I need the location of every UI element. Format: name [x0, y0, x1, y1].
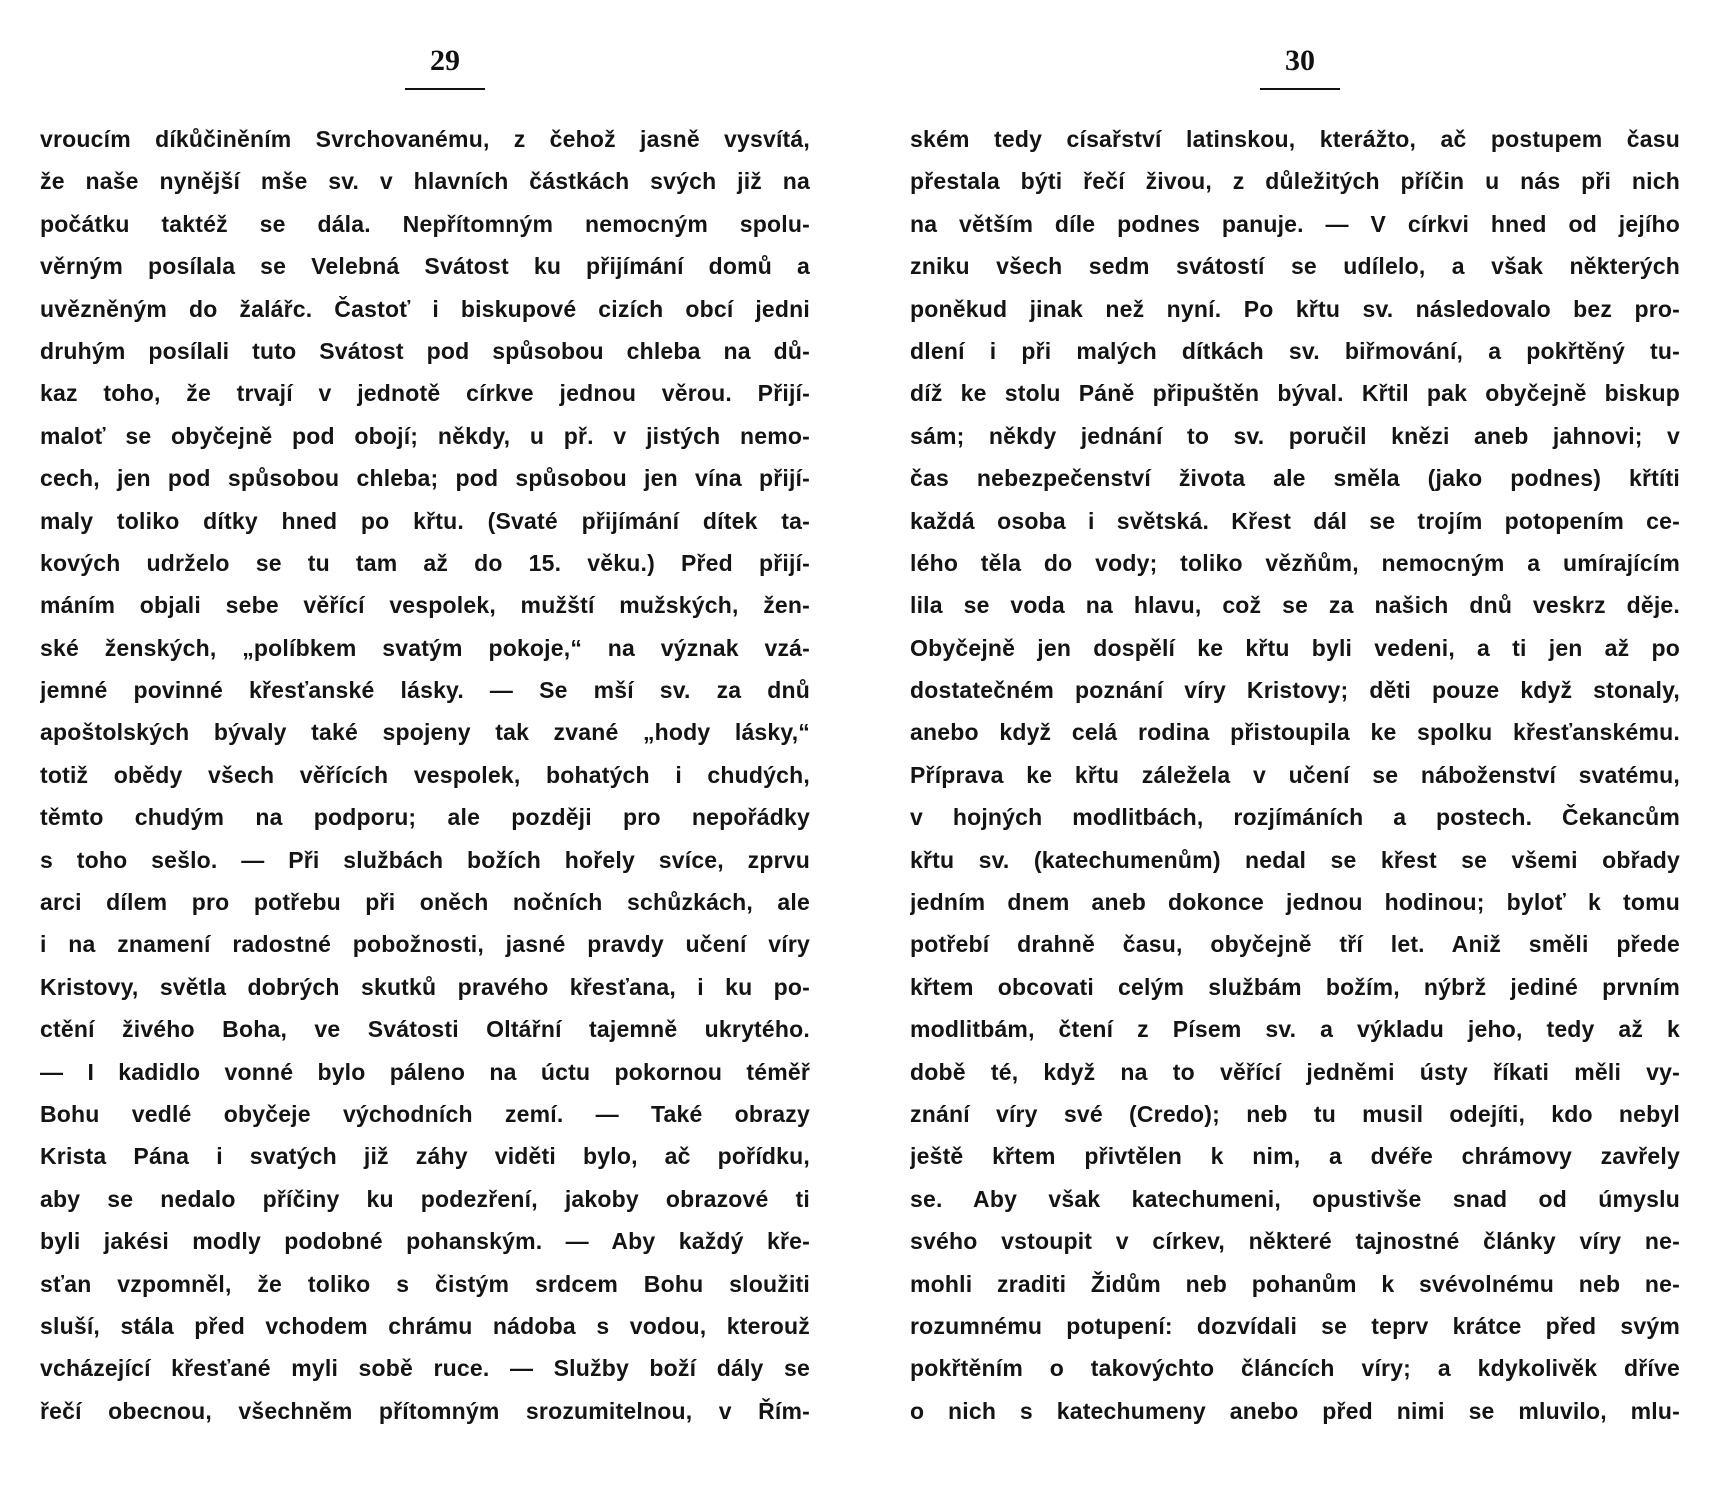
text-line: v hojných modlitbách, rozjímáních a postech. Čekancům	[910, 804, 1680, 831]
text-line: se. Aby však katechumeni, opustivše snad od úmyslu	[910, 1185, 1680, 1212]
text-line: řečí obecnou, všechněm přítomným srozumitelnou, v Řím-	[40, 1397, 810, 1424]
left-page-header	[30, 44, 810, 104]
text-line: poněkud jinak než nyní. Po křtu sv. následovalo bez pro-	[910, 295, 1680, 322]
text-line: o nich s katechumeny anebo před nimi se mluvilo, mlu-	[910, 1397, 1680, 1424]
text-line: čas nebezpečenství života ale směla (jako podnes) křtíti	[910, 465, 1680, 492]
text-line: Bohu vedlé obyčeje východních zemí. — Také obrazy	[40, 1100, 810, 1127]
text-line: pokřtěním o takovýchto článcích víry; a kdykolivěk dříve	[910, 1355, 1680, 1382]
text-line: každá osoba i světská. Křest dál se trojím potopením ce-	[910, 507, 1680, 534]
text-line: uvězněným do žalářc. Častoť i biskupové cizích obcí jedni	[40, 295, 810, 322]
text-line: jedním dnem aneb dokonce jednou hodinou; byloť k tomu	[910, 889, 1680, 916]
text-line: Obyčejně jen dospělí ke křtu byli vedeni, a ti jen až po	[910, 634, 1680, 661]
text-line: cech, jen pod spůsobou chleba; pod spůsobou jen vína přijí-	[40, 465, 810, 492]
text-line: dostatečném poznání víry Kristovy; děti pouze když stonaly,	[910, 677, 1680, 704]
text-line: vcházející křesťané myli sobě ruce. — Služby boží dály se	[40, 1355, 810, 1382]
text-line: druhým posílali tuto Svátost pod spůsobou chleba na dů-	[40, 337, 810, 364]
text-line: anebo když celá rodina přistoupila ke spolku křesťanskému.	[910, 719, 1680, 746]
text-line: na větším díle podnes panuje. — V církvi hned od jejího	[910, 210, 1680, 237]
right-page-header	[900, 44, 1680, 104]
left-page-number: 29	[430, 44, 460, 77]
text-line: těmto chudým na podporu; ale později pro nepořádky	[40, 804, 810, 831]
text-line: s toho sešlo. — Při službách božích hořely svíce, zprvu	[40, 846, 810, 873]
text-line: maly toliko dítky hned po křtu. (Svaté přijímání dítek ta-	[40, 507, 810, 534]
text-line: máním objali sebe věřící vespolek, mužští mužských, žen-	[40, 592, 810, 619]
text-line: přestala býti řečí živou, z důležitých příčin u nás při nich	[910, 168, 1680, 195]
text-line: totiž obědy všech věřících vespolek, bohatých i chudých,	[40, 761, 810, 788]
text-line: křtem obcovati celým službám božím, nýbrž jediné prvním	[910, 973, 1680, 1000]
text-line: lého těla do vody; toliko vězňům, nemocným a umírajícím	[910, 549, 1680, 576]
text-line: maloť se obyčejně pod obojí; někdy, u př. v jistých nemo-	[40, 422, 810, 449]
right-page	[900, 0, 1680, 1500]
text-line: sám; někdy jednání to sv. poručil knězi aneb jahnovi; v	[910, 422, 1680, 449]
right-page-number: 30	[1285, 44, 1315, 77]
left-header-rule	[405, 88, 485, 90]
left-page-text	[40, 118, 810, 1432]
text-line: zniku všech sedm svátostí se udílelo, a však některých	[910, 253, 1680, 280]
text-line: kaz toho, že trvají v jednotě církve jednou věrou. Přijí-	[40, 380, 810, 407]
text-line: ském tedy císařství latinskou, kterážto, ač postupem času	[910, 126, 1680, 152]
text-line: křtu sv. (katechumenům) nedal se křest se všemi obřady	[910, 846, 1680, 873]
text-line: aby se nedalo příčiny ku podezření, jakoby obrazové ti	[40, 1185, 810, 1212]
text-line: vroucím díkůčiněním Svrchovanému, z čehož jasně vysvítá,	[40, 126, 810, 152]
text-line: i na znamení radostné pobožnosti, jasné pravdy učení víry	[40, 931, 810, 958]
text-line: kových udrželo se tu tam až do 15. věku.) Před přijí-	[40, 549, 810, 576]
text-line: sluší, stála před vchodem chrámu nádoba s vodou, kterouž	[40, 1312, 810, 1339]
text-line: Příprava ke křtu záležela v učení se náboženství svatému,	[910, 761, 1680, 788]
left-page	[30, 0, 810, 1500]
text-line: dlení i při malých dítkách sv. biřmování, a pokřtěný tu-	[910, 337, 1680, 364]
text-line: Kristovy, světla dobrých skutků pravého křesťana, i ku po-	[40, 973, 810, 1000]
text-line: svého vstoupit v církev, některé tajnostné články víry ne-	[910, 1228, 1680, 1255]
text-line: lila se voda na hlavu, což se za našich dnů veskrz děje.	[910, 592, 1680, 619]
text-line: počátku taktéž se dála. Nepřítomným nemocným spolu-	[40, 210, 810, 237]
text-line: že naše nynější mše sv. v hlavních částkách svých již na	[40, 168, 810, 195]
text-line: jemné povinné křesťanské lásky. — Se mší sv. za dnů	[40, 677, 810, 704]
text-line: ské ženských, „políbkem svatým pokoje,“ na význak vzá-	[40, 634, 810, 661]
text-line: potřebí drahně času, obyčejně tří let. Aniž směli přede	[910, 931, 1680, 958]
text-line: modlitbám, čtení z Písem sv. a výkladu jeho, tedy až k	[910, 1016, 1680, 1043]
text-line: ještě křtem přivtělen k nim, a dvéře chrámovy zavřely	[910, 1143, 1680, 1170]
text-line: arci dílem pro potřebu při oněch nočních schůzkách, ale	[40, 889, 810, 916]
text-line: sťan vzpomněl, že toliko s čistým srdcem Bohu sloužiti	[40, 1270, 810, 1297]
right-header-rule	[1260, 88, 1340, 90]
text-line: byli jakési modly podobné pohanským. — Aby každý kře-	[40, 1228, 810, 1255]
text-line: době té, když na to věřící jedněmi ústy říkati měli vy-	[910, 1058, 1680, 1085]
text-line: znání víry své (Credo); neb tu musil odejíti, kdo nebyl	[910, 1100, 1680, 1127]
text-line: — I kadidlo vonné bylo páleno na úctu pokornou téměř	[40, 1058, 810, 1085]
text-line: věrným posílala se Velebná Svátost ku přijímání domů a	[40, 253, 810, 280]
text-line: Krista Pána i svatých již záhy viděti bylo, ač pořídku,	[40, 1143, 810, 1170]
text-line: díž ke stolu Páně připuštěn býval. Křtil pak obyčejně biskup	[910, 380, 1680, 407]
text-line: apoštolských bývaly také spojeny tak zvané „hody lásky,“	[40, 719, 810, 746]
right-page-text	[910, 118, 1680, 1432]
text-line: rozumnému potupení: dozvídali se teprv krátce před svým	[910, 1312, 1680, 1339]
text-line: mohli zraditi Židům neb pohanům k svévolnému neb ne-	[910, 1270, 1680, 1297]
text-line: ctění živého Boha, ve Svátosti Oltářní tajemně ukrytého.	[40, 1016, 810, 1043]
